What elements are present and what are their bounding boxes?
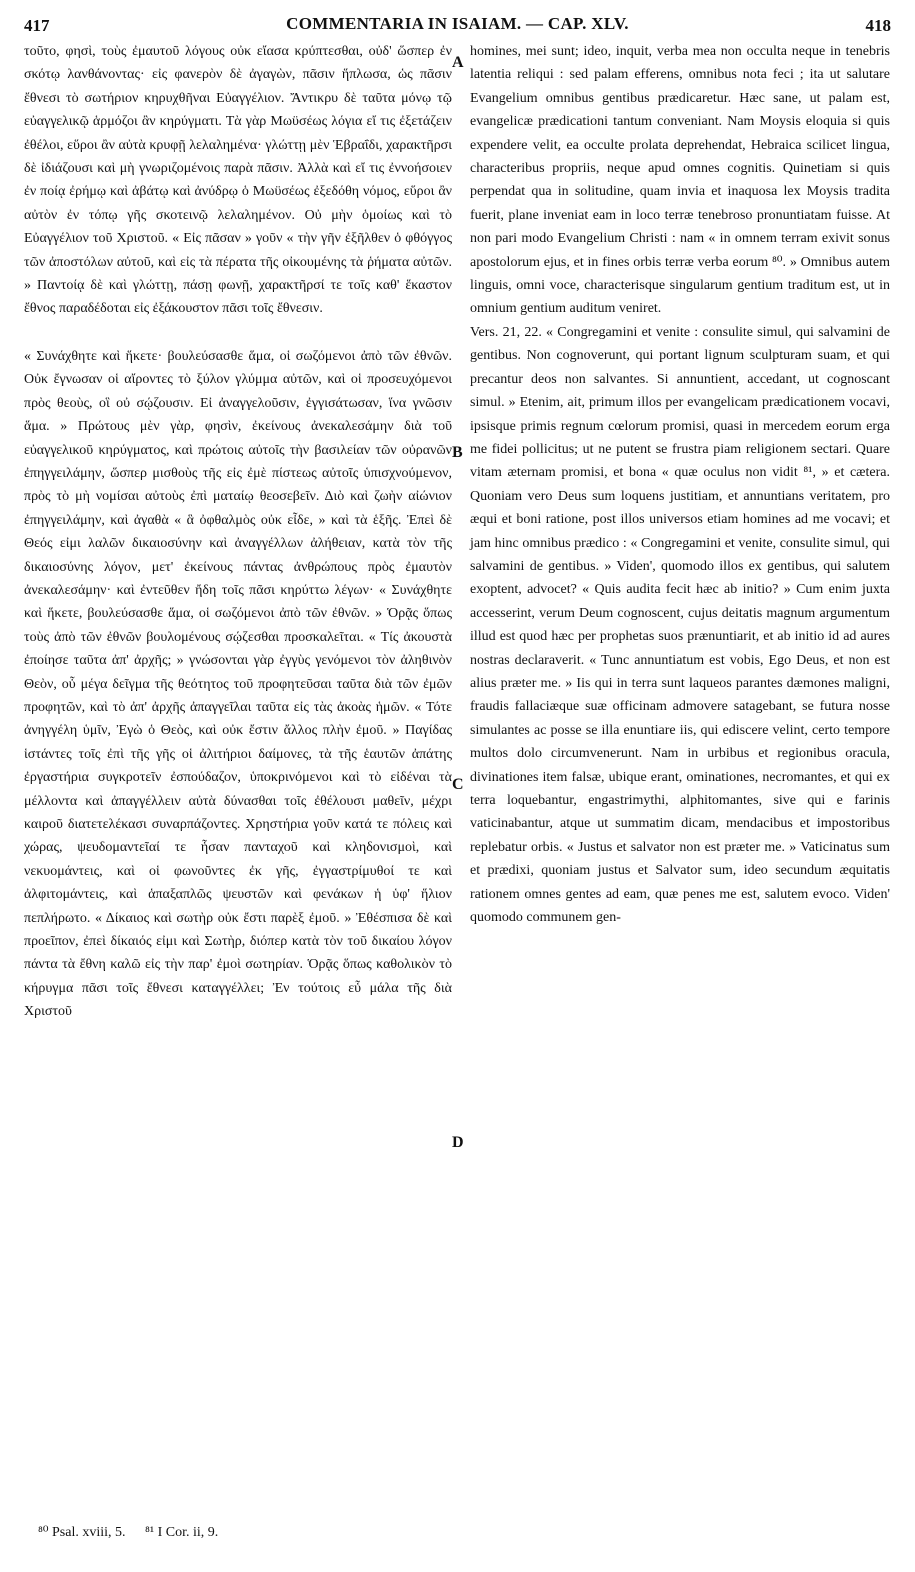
section-marker-a: A <box>452 54 464 71</box>
footnote-81: ⁸¹ I Cor. ii, 9. <box>145 1525 219 1540</box>
footnote-80: ⁸⁰ Psal. xviii, 5. <box>38 1525 126 1540</box>
running-title: COMMENTARIA IN ISAIAM. — CAP. XLV. <box>286 14 629 33</box>
greek-column <box>24 40 452 1024</box>
greek-paragraph-1: τοῦτο, φησὶ, τοὺς ἐμαυτοῦ λόγους οὐκ εἴασα κρύπτεσθαι, οὐδ' ὥσπερ ἐν σκότῳ λανθάνοντας· εἰς φανερὸν δὲ ἀγαγὼν, πᾶσιν ἥπλωσα, ὡς πᾶσιν ἔθνεσι τὸ σωτήριον κηρυχθῆναι Εὐαγγέλιον. Ἄντικρυ δὲ ταῦτα μόνῳ τῷ εὐαγγελικῷ ἁρμόζοι ἂν κηρύγματι. Τὰ γὰρ Μωϋσέως λόγια εἴ τις ἐξετάζειν ἐθέλοι, εὕροι ἂν αὐτὰ κρυφῇ λελαλημένα· γλώττῃ μὲν Ἑβραΐδι, χαρακτῆρσι δὲ ἰδιάζουσι καὶ μὴ γνωριζομένοις παρὰ πᾶσιν. Ἀλλὰ καὶ εἴ τις ἐννοήσοιεν ἐν ποίᾳ ἐρήμῳ καὶ ἀβάτῳ καὶ ἀνύδρῳ ὁ Μωϋσέως ἐξεδόθη νόμος, εὕροι ἂν αὐτὸν ἐν τόπῳ γῆς σκοτεινῷ λελαλημένον. Οὐ μὴν ὁμοίως καὶ τὸ Εὐαγγέλιον τοῦ Χριστοῦ. « Εἰς πᾶσαν » γοῦν « τὴν γῆν ἐξῆλθεν ὁ φθόγγος τῶν ἀποστόλων αὐτοῦ, καὶ εἰς τὰ πέρατα τῆς οἰκουμένης τὰ ῥήματα αὐτῶν. » Παντοίᾳ δὲ καὶ γλώττῃ, πάσῃ φωνῇ, χαρακτῆρσί τε τοῖς καθ' ἕκαστον ἔθνος παραδέδοται εἰς ἐξάκουστον πᾶσι τοῖς ἔθνεσιν. <box>24 44 452 317</box>
page-header <box>24 10 891 40</box>
section-marker-b: B <box>452 444 463 461</box>
greek-paragraph-2: « Συνάχθητε καὶ ἥκετε· βουλεύσασθε ἅμα, οἱ σωζόμενοι ἀπὸ τῶν ἐθνῶν. Οὐκ ἔγνωσαν οἱ αἴροντες τὸ ξύλον γλύμμα αὐτῶν, καὶ οἱ προσευχόμενοι πρὸς θεοὺς, οἳ οὐ σῴζουσιν. Εἰ ἀναγγελοῦσιν, ἐγγισάτωσαν, ἵνα γνῶσιν ἅμα. » Πρώτους μὲν γὰρ, φησὶν, ἐκείνους ἀνεκαλεσάμην διὰ τοῦ εὐαγγελικοῦ κηρύγματος, καὶ πρώτοις αὐτοῖς τὴν βασιλείαν τῶν οὐρανῶν ἐπηγγειλάμην, ὥσπερ μισθοὺς τῆς εἰς ἐμὲ πίστεως αὐτοῖς ὑπισχνούμενον, πρὸς τὸ μὴ νομίσαι αὐτοὺς ἐπὶ ματαίῳ θεοσεβεῖν. Διὸ καὶ ζωὴν αἰώνιον ἐπηγγειλάμην, καὶ ἀγαθὰ « ἃ ὀφθαλμὸς οὐκ εἶδε, » καὶ τὰ ἑξῆς. Ἐπεὶ δὲ Θεός εἰμι λαλῶν δικαιοσύνην καὶ ἀναγγέλλων ἀλήθειαν, κατὰ τὸν τῆς δικαιοσύνης λόγον, μετ' ἐκείνους πάντας ἀνθρώπους πρὸς ἐμαυτὸν ἀνεκαλεσάμην· καὶ ἐντεῦθεν ἤδη τοῖς πᾶσι κηρύττω λέγων· « Συνάχθητε καὶ ἥκετε, βουλεύσασθε ἅμα, οἱ σωζόμενοι ἀπὸ τῶν ἐθνῶν. » Ὁρᾷς ὅπως τοὺς ἀπὸ τῶν ἐθνῶν βουλομένους σῴζεσθαι προσκαλεῖται. « Τίς ἀκουστὰ ἐποίησε ταῦτα ἀπ' ἀρχῆς; » γνώσονται γὰρ ἐγγὺς γενόμενοι τὸν ἀληθινὸν Θεὸν, οὗ μέγα δεῖγμα τῆς θεότητος τοῦ προφητεῦσαι ταῦτα διὰ τῶν ἐμῶν προφητῶν, καὶ τὸ ἀπ' ἀρχῆς ἀπαγγεῖλαι ταῦτα εἰς τὰς ἀκοὰς ἡμῶν. « Τότε ἀνηγγέλη ὑμῖν, Ἐγὼ ὁ Θεὸς, καὶ οὐκ ἔστιν ἄλλος πλὴν ἐμοῦ. » Παγίδας ἱστάντες τοῖς ἐπὶ τῆς γῆς οἱ ἀλιτήριοι δαίμονες, τὰ τῆς ἑαυτῶν ἀπάτης ἐργαστήρια συγκροτεῖν ἐσπούδαζον, ὑποκρινόμενοι καὶ τὸ εἰδέναι τὰ μέλλοντα καὶ ἀπαγγέλλειν αὐτὰ δύνασθαι τοῖς ἐθέλουσι μαθεῖν, μέχρι καιροῦ διατετελέκασι συναρπάζοντες. Χρηστήρια γοῦν κατά τε πόλεις καὶ χώρας, ψευδομαντεῖαί τε ἦσαν πανταχοῦ καὶ κληδονισμοὶ, καὶ νεκυομάντεις, καὶ οἱ φωνοῦντες ἐκ γῆς, ἐγγαστρίμυθοί τε καὶ ἀλφιτομάντεις, καὶ ἁπαξαπλῶς ψευστῶν καὶ φενάκων ἡ ὑφ' ἥλιον πεπλήρωτο. « Δίκαιος καὶ σωτὴρ οὐκ ἔστι παρὲξ ἐμοῦ. » Ἐθέσπισα δὲ καὶ προεῖπον, ἐπεὶ δίκαιός εἰμι καὶ Σωτὴρ, διόπερ κατὰ τὸν τοῦ δικαίου λόγον πάντα τὰ ἔθνη καλῶ εἰς τὴν παρ' ἐμοὶ σωτηρίαν. Ὁρᾷς ὅπως καθολικὸν τὸ κήρυγμα πᾶσι τοῖς ἔθνεσι καταγγέλλει; Ἐν τούτοις εὖ μάλα τῆς διὰ Χριστοῦ <box>24 348 452 1020</box>
section-marker-d: D <box>452 1134 464 1151</box>
page-number-left: 417 <box>24 16 50 35</box>
latin-paragraph-1: homines, mei sunt; ideo, inquit, verba mea non occulta neque in tenebris latentia reliqui : sed palam efferens, omnibus nota feci ; ita ut salutare Evangelium omnibus gentibus prædicaretur. Hæc sane, ut palam est, evangelicæ prædicationi tantum conveniant. Nam Moysis eloquia si quis expendere velit, ea occulte prolata deprehendat, Hebraica scilicet lingua, characteribus propriis, neque apud omnes cognitis. Quinetiam si quis perpendat qua in solitudine, quam invia et inaquosa lex Moysis tradita fuerit, plane inveniat eam in loco terræ tenebroso pronuntiatam fuisse. At non pari modo Evangelium Christi : nam « in omnem terram exivit sonus apostolorum ejus, et in fines orbis terræ verba eorum ⁸⁰. » Omnibus autem linguis, omni voce, characterisque singularum gentium traditum est, ut in omnium gentium auditum veniret. <box>470 44 890 317</box>
section-marker-c: C <box>452 776 464 793</box>
latin-column <box>470 40 890 929</box>
page-number-right: 418 <box>865 16 891 35</box>
latin-paragraph-2: Vers. 21, 22. « Congregamini et venite : consulite simul, qui salvamini de gentibus. Non cognoverunt, qui portant lignum sculpturam suam, et qui precantur deos non salvantes. Si annuntient, accedant, ut cognoscant simul. » Etenim, ait, primum illos per evangelicam prædicationem vocavi, ipsisque primis regnum cœlorum promisi, quasi in mercedem eorum erga me fidei pollicitus; ut ne putent se frustra piam religionem sectari. Quare vitam æternam promisi, et bona « quæ oculus non vidit ⁸¹, » et cætera. Quoniam vero Deus sum loquens justitiam, et annuntians veritatem, pro æqui et boni ratione, post illos universos etiam homines ad me vocavi; et jam hinc omnibus prædico : « Congregamini et venite, consulite simul, qui salvamini de gentibus. » Viden', quomodo illos ex gentibus, qui salutem exoptent, advocet? « Quis audita fecit hæc ab initio? » Cum enim juxta accesserint, verum Deum cognoscent, cujus deitatis magnum argumentum illud est quod hæc per prophetas suos prænuntiarit, et ab initio id ad aures nostras declaraverit. « Tunc annuntiatum est vobis, Ego Deus, et non est alius præter me. » Iis qui in terra sunt laqueos parantes dæmones maligni, fraudis fallaciæque suæ officinam admovere satagebant, se futura nosse simulantes ac posse se illa enuntiare iis, qui ediscere velint, certo tempore multos dolo circumvenerunt. Nam in urbibus et regionibus oracula, divinationes item falsæ, ubique erant, ominationes, necromantes, et qui ex terra loquebantur, engastrimythi, alphitomantes, sive qui e farinis vaticinabantur, atque ut summatim dicam, mendacibus et impostoribus replebatur orbis. « Justus et salvator non est præter me. » Vaticinatus sum et prædixi, quoniam justus et Salvator sum, ideo secundum æquitatis rationem omnes gentes ad eam, quæ penes me est, salutem evoco. Viden' quomodo communem gen- <box>470 324 890 926</box>
footnotes <box>38 1524 234 1541</box>
